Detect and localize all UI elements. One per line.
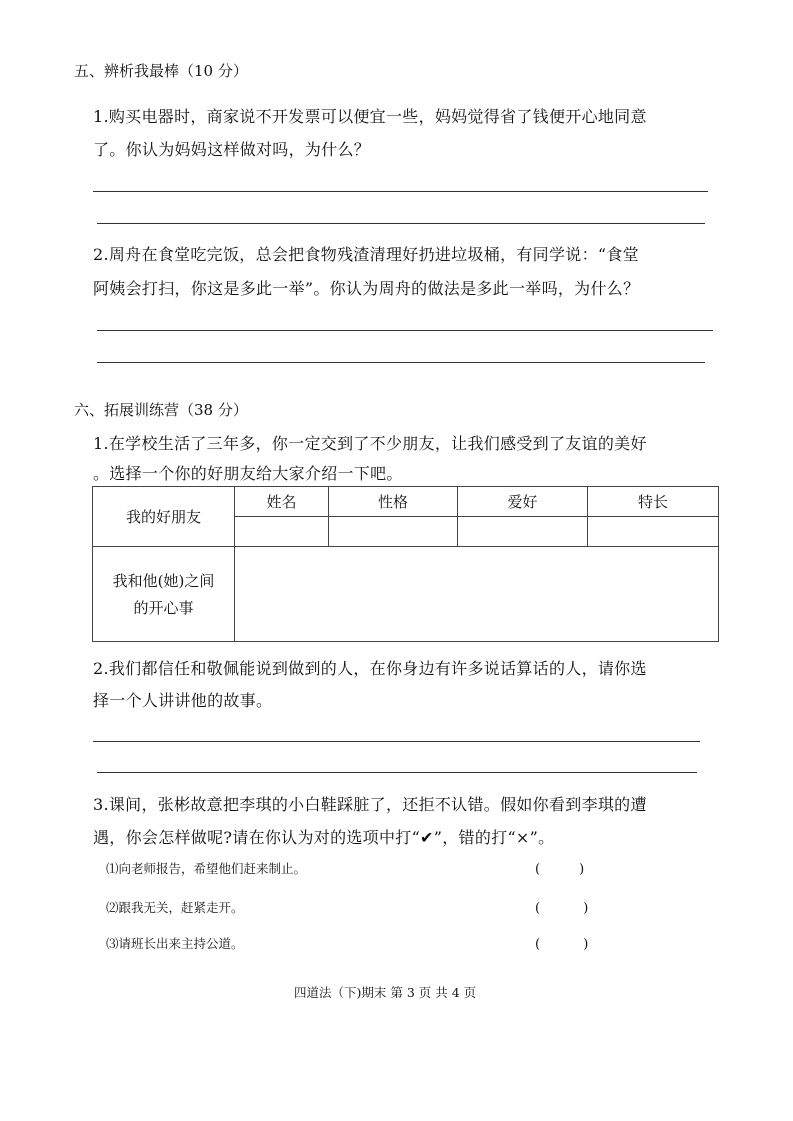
header-name: 姓名 bbox=[235, 487, 329, 517]
question-6-1-line-1: 1.在学校生活了三年多，你一定交到了不少朋友，让我们感受到了友谊的美好 bbox=[93, 434, 647, 453]
option-2-answer-box[interactable]: ( ) bbox=[535, 901, 589, 916]
friend-label-cell bbox=[93, 487, 235, 547]
answer-line bbox=[93, 741, 700, 742]
section-6-title: 六、拓展训练营（38 分） bbox=[74, 401, 248, 419]
page-footer: 四道法（下)期末 第 3 页 共 4 页 bbox=[294, 985, 477, 1000]
option-3-answer-box[interactable]: ( ) bbox=[535, 937, 589, 952]
friend-table bbox=[92, 486, 719, 642]
answer-line bbox=[97, 772, 697, 773]
question-5-1-line-1: 1.购买电器时，商家说不开发票可以便宜一些，妈妈觉得省了钱便开心地同意 bbox=[93, 107, 647, 126]
question-6-3-line-1: 3.课间，张彬故意把李琪的小白鞋踩脏了，还拒不认错。假如你看到李琪的遭 bbox=[93, 795, 647, 814]
question-6-2-line-2: 择一个人讲讲他的故事。 bbox=[93, 691, 273, 710]
option-1-answer-box[interactable]: ( ) bbox=[535, 862, 585, 877]
question-6-2-line-1: 2.我们都信任和敬佩能说到做到的人，在你身边有许多说话算话的人，请你选 bbox=[93, 659, 647, 678]
option-3-text: ⑶请班长出来主持公道。 bbox=[106, 936, 244, 951]
personality-input-cell[interactable] bbox=[329, 517, 458, 547]
answer-line bbox=[97, 223, 705, 224]
happy-story-label-line-1: 我和他(她)之间 bbox=[112, 572, 215, 591]
question-6-3-line-2: 遇，你会怎样做呢?请在你认为对的选项中打“✔”，错的打“×”。 bbox=[93, 828, 555, 847]
hobby-input-cell[interactable] bbox=[458, 517, 588, 547]
header-personality: 性格 bbox=[329, 487, 458, 517]
question-5-1-line-2: 了。你认为妈妈这样做对吗，为什么？ bbox=[93, 140, 371, 159]
specialty-input-cell[interactable] bbox=[588, 517, 719, 547]
question-5-2-line-1: 2.周舟在食堂吃完饭，总会把食物残渣清理好扔进垃圾桶，有同学说：“食堂 bbox=[93, 245, 639, 264]
option-2-text: ⑵跟我无关，赶紧走开。 bbox=[106, 900, 244, 915]
name-input-cell[interactable] bbox=[235, 517, 329, 547]
header-hobby: 爱好 bbox=[458, 487, 588, 517]
question-6-1-line-2: 。选择一个你的好朋友给大家介绍一下吧。 bbox=[93, 464, 403, 483]
friend-label: 我的好朋友 bbox=[125, 508, 201, 527]
happy-story-label-line-2: 的开心事 bbox=[133, 599, 194, 618]
happy-story-label-cell bbox=[93, 547, 235, 642]
header-specialty: 特长 bbox=[588, 487, 719, 517]
answer-line bbox=[97, 362, 705, 363]
answer-line bbox=[93, 191, 708, 192]
section-5-title: 五、辨析我最棒（10 分） bbox=[74, 62, 248, 80]
option-1-text: ⑴向老师报告，希望他们赶来制止。 bbox=[106, 861, 307, 876]
question-5-2-line-2: 阿姨会打扫，你这是多此一举”。你认为周舟的做法是多此一举吗，为什么？ bbox=[93, 279, 640, 298]
answer-line bbox=[97, 330, 713, 331]
happy-story-input-cell[interactable] bbox=[235, 547, 719, 642]
